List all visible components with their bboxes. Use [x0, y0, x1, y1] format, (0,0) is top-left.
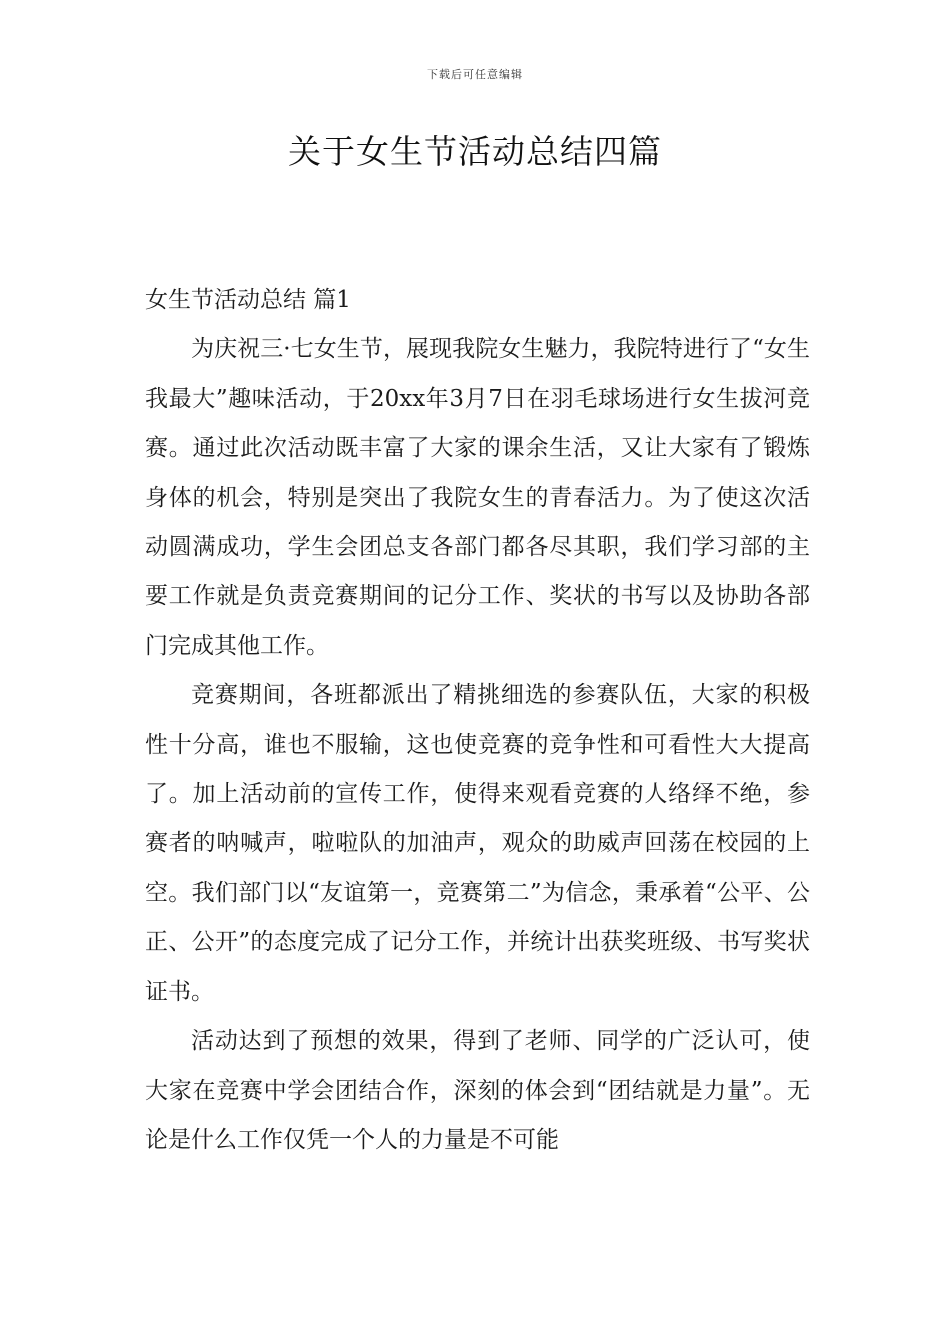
document-body — [145, 276, 810, 1165]
paragraph-2: 竞赛期间，各班都派出了精挑细选的参赛队伍，大家的积极性十分高，谁也不服输，这也使竞赛的竞争性和可看性大大提高了。加上活动前的宣传工作，使得来观看竞赛的人络绎不绝，参赛者的呐喊声，啦啦队的加油声，观众的助威声回荡在校园的上空。我们部门以“友谊第一，竞赛第二”为信念，秉承着“公平、公正、公开”的态度完成了记分工作，并统计出获奖班级、书写奖状证书。 — [145, 682, 810, 1005]
section-heading: 女生节活动总结 篇1 — [145, 287, 351, 313]
header-note: 下载后可任意编辑 — [427, 68, 523, 81]
paragraph-1: 为庆祝三·七女生节，展现我院女生魅力，我院特进行了“女生我最大”趣味活动，于20xx年3月7日在羽毛球场进行女生拔河竞赛。通过此次活动既丰富了大家的课余生活，又让大家有了锻炼身体的机会，特别是突出了我院女生的青春活力。为了使这次活动圆满成功，学生会团总支各部门都各尽其职，我们学习部的主要工作就是负责竞赛期间的记分工作、奖状的书写以及协助各部门完成其他工作。 — [145, 336, 810, 659]
paragraph-3: 活动达到了预想的效果，得到了老师、同学的广泛认可，使大家在竞赛中学会团结合作，深刻的体会到“团结就是力量”。无论是什么工作仅凭一个人的力量是不可能 — [145, 1028, 810, 1153]
document-title: 关于女生节活动总结四篇 — [288, 132, 662, 171]
